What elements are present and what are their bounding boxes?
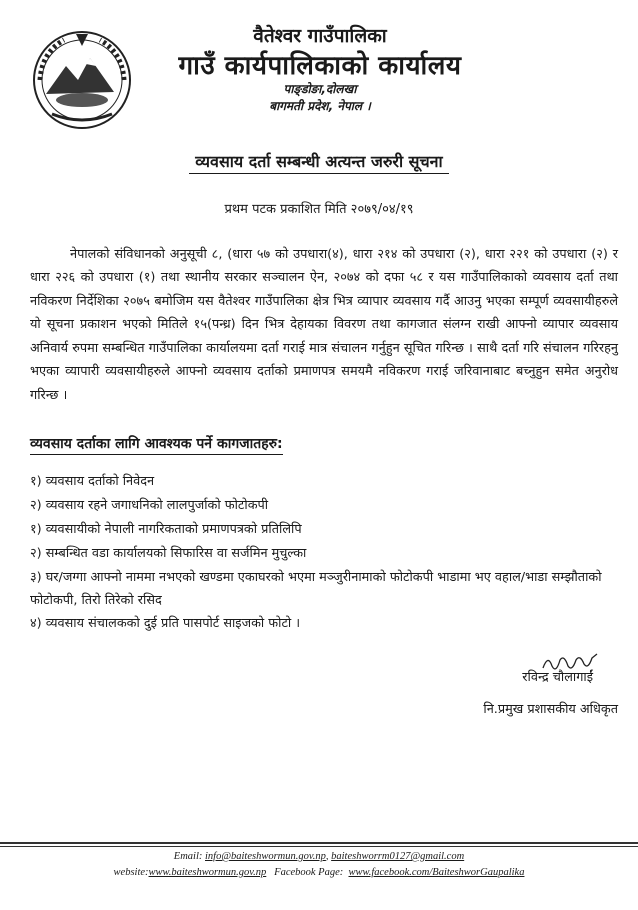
list-item: ४) व्यवसाय संचालकको दुई प्रति पासपोर्ट साइजको फोटो । — [30, 616, 301, 631]
website-link[interactable]: www.baiteshwormun.gov.np — [148, 867, 267, 878]
footer-divider — [0, 842, 638, 844]
notice-title — [0, 150, 638, 172]
list-item: ३) घर/जग्गा आफ्नो नाममा नभएको खण्डमा एकाघरको भएमा मञ्जुरीनामाको फोटोकपी भाडामा भए वहाल/भाडा सम्झौताको फोटोकपी, तिरो तिरेको रसिद — [30, 570, 602, 608]
list-item: १) व्यवसाय दर्ताको निवेदन — [30, 474, 155, 489]
published-date: प्रथम पटक प्रकाशित मिति २०७९/०४/१९ — [224, 202, 414, 217]
requirements-heading: व्यवसाय दर्ताका लागि आवश्यक पर्ने कागजातहरु: — [30, 434, 283, 455]
list-item: २) व्यवसाय रहने जगाधनिको लालपुर्जाको फोटोकपी — [30, 498, 269, 513]
signer-designation: नि.प्रमुख प्रशासकीय अधिकृत — [483, 702, 618, 717]
email-label: Email: — [173, 851, 203, 862]
office-address: पाङ्डोङा,दोलखा — [283, 82, 357, 96]
office-name: वैतेश्वर गाउँपालिका — [253, 25, 387, 47]
footer-email-line: Email: info@baiteshwormun.gov.np, baiteshworrm0127@gmail.com — [173, 851, 465, 862]
footer-divider — [0, 846, 638, 847]
footer-web-line — [0, 867, 638, 878]
list-item: २) सम्बन्धित वडा कार्यालयको सिफारिस वा सर्जमिन मुचुल्का — [30, 546, 307, 561]
office-subtitle: गाउँ कार्यपालिकाको कार्यालय — [178, 51, 462, 81]
notice-title-text: व्यवसाय दर्ता सम्बन्धी अत्यन्त जरुरी सूचना — [189, 152, 448, 174]
government-emblem — [30, 28, 134, 132]
list-item: १) व्यवसायीको नेपाली नागरिकताको प्रमाणपत्रको प्रतिलिपि — [30, 522, 302, 537]
email-link-1[interactable]: info@baiteshwormun.gov.np — [205, 851, 326, 862]
requirements-list — [30, 470, 620, 636]
email-link-2[interactable]: baiteshworrm0127@gmail.com — [331, 851, 465, 862]
website-label: website: — [113, 867, 149, 878]
facebook-link[interactable]: www.facebook.com/BaiteshworGaupalika — [348, 867, 525, 878]
facebook-label: Facebook Page: — [274, 867, 344, 878]
notice-body: नेपालको संविधानको अनुसूची ८, (धारा ५७ को उपधारा(४), धारा २१४ को उपधारा (२), धारा २२१ को उपधारा (२) र धारा २२६ को उपधारा (१) तथा स्थानीय सरकार सञ्चालन ऐन, २०७४ को दफा ५८ र यस गाउँपालिकाको व्यवसाय दर्ता तथा नविकरण निर्देशिका २०७५ बमोजिम यस वैतेश्वर गाउँपालिका क्षेत्र भित्र व्यापार व्यवसाय गर्दै आउनु भएका सम्पूर्ण व्यवसायीहरुले यो सूचना प्रकाशन भएको मितिले १५(पन्ध्र) दिन भित्र देहायका विवरण तथा कागजात संलग्न राखी आफ्नो व्यापार व्यवसाय अनिवार्य रुपमा सम्बन्धित गाउँपालिका कार्यालयमा दर्ता गराई मात्र संचालन गर्नुहुन सूचित गरिन्छ । साथै दर्ता गरि संचालन गरिरहनु भएका व्यापारी व्यवसायीहरुले आफ्नो व्यवसाय दर्ताको प्रमाणपत्र समयमै नविकरण गराई जरिवानाबाट बच्नुहुन समेत अनुरोध गरिन्छ । — [30, 246, 618, 403]
signer-name: रविन्द्र चौलागाईं — [522, 670, 593, 685]
office-province: बागमती प्रदेश, नेपाल । — [269, 99, 371, 113]
